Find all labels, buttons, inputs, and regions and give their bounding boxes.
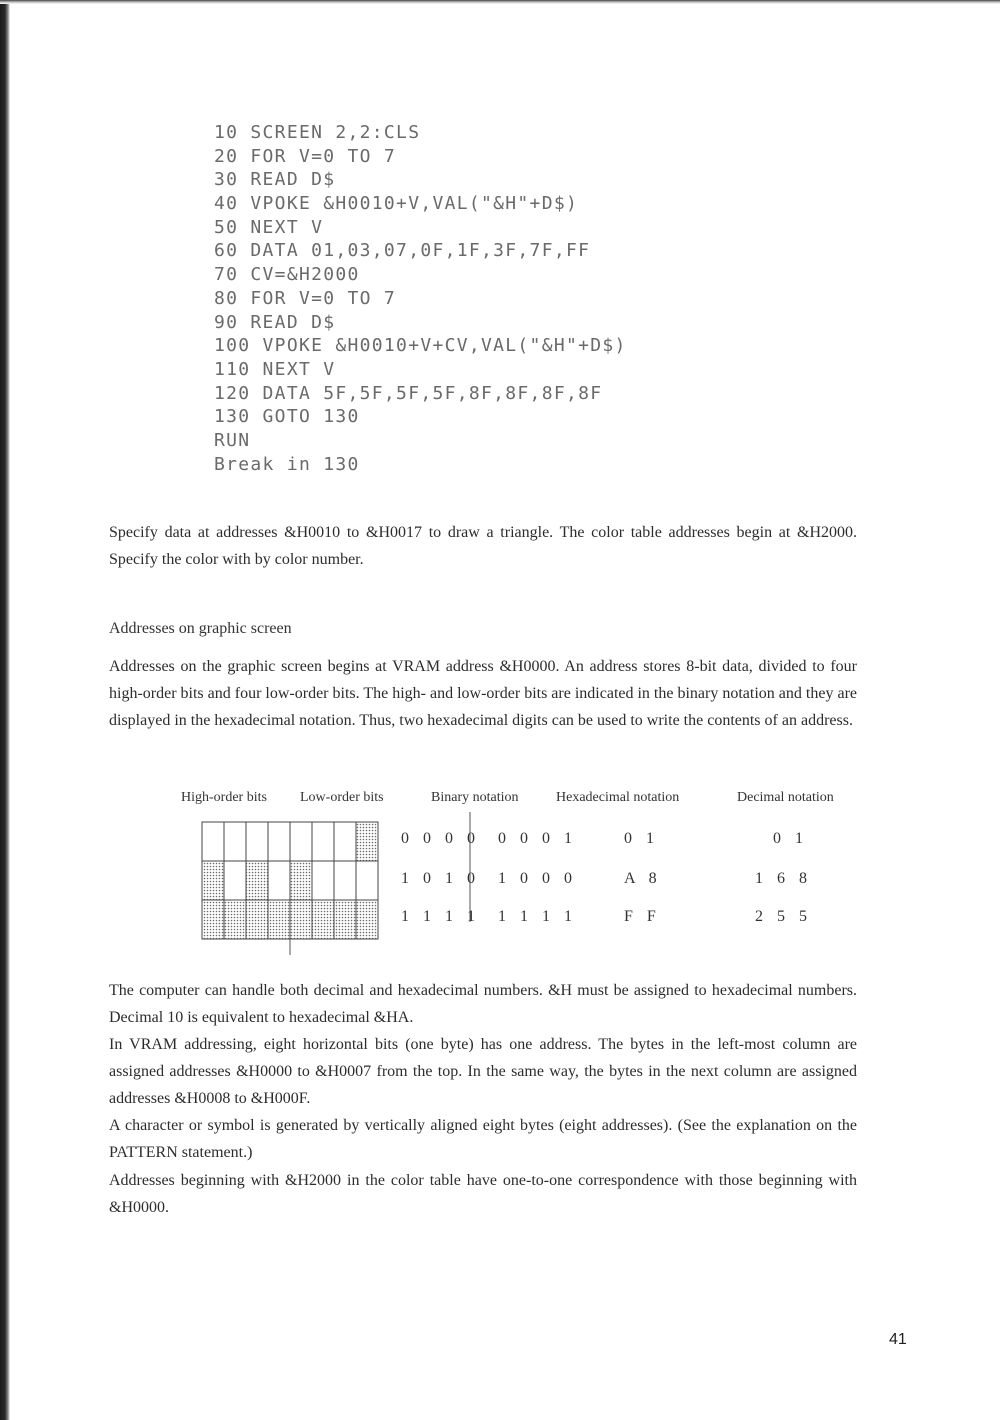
triangle-description: Specify data at addresses &H0010 to &H0017 to draw a triangle. The color table addresses begin at &H2000. Specify the color with by color number. <box>109 524 857 568</box>
bit-cell-off <box>356 861 378 900</box>
bit-cell-off <box>312 822 334 861</box>
bit-cell-on <box>356 822 378 861</box>
low-order-bits-label: Low-order bits <box>300 790 384 805</box>
code-line: 30 READ D$ <box>214 169 336 191</box>
bit-cell-off <box>268 822 290 861</box>
color-table-paragraph: Addresses beginning with &H2000 in the color table have one-to-one correspondence with those beginning with &H0000. <box>109 1172 857 1216</box>
code-line: 10 SCREEN 2,2:CLS <box>214 122 421 143</box>
hexadecimal-notation-label: Hexadecimal notation <box>556 790 680 805</box>
book-spine-shadow <box>0 0 10 1420</box>
bit-cell-on <box>334 900 356 939</box>
bit-cell-on <box>246 900 268 939</box>
bit-cell-off <box>334 822 356 861</box>
bit-cell-on <box>202 900 224 939</box>
section-heading: Addresses on graphic screen <box>109 620 292 637</box>
decimal-notation-label: Decimal notation <box>737 790 834 805</box>
bit-cell-off <box>334 861 356 900</box>
bit-cell-on <box>290 900 312 939</box>
bit-cell-off <box>202 822 224 861</box>
binary-low-2: 1 0 0 0 <box>498 870 577 887</box>
bit-cell-off <box>246 822 268 861</box>
code-line: 20 FOR V=0 TO 7 <box>214 145 397 167</box>
basic-program-listing <box>214 121 627 476</box>
code-line: 100 VPOKE &H0010+V+CV,VAL("&H"+D$) <box>214 335 627 357</box>
page-number: 41 <box>889 1331 907 1348</box>
bit-cell-on <box>246 861 268 900</box>
decimal-value-1: 0 1 <box>773 830 808 847</box>
graphic-address-paragraph: Addresses on the graphic screen begins at VRAM address &H0000. An address stores 8-bit data, divided to four high-order bits and four low-order bits. The high- and low-order bits are indicated in the binary notation and they are displayed in the hexadecimal notation. Thus, two hexadecimal digits can be used to write the contents of an address. <box>109 658 857 729</box>
decimal-value-2: 1 6 8 <box>755 870 812 887</box>
hex-value-2: A 8 <box>624 870 662 887</box>
bit-cell-off <box>268 861 290 900</box>
code-line: 90 READ D$ <box>214 311 336 333</box>
binary-row-3 <box>401 908 577 926</box>
bit-cell-on <box>202 861 224 900</box>
bit-cell-on <box>290 861 312 900</box>
character-pattern-paragraph: A character or symbol is generated by vertically aligned eight bytes (eight addresses). (See the explanation on the PATTERN statement.) <box>109 1117 857 1161</box>
bit-cell-off <box>290 822 312 861</box>
code-line: 60 DATA 01,03,07,0F,1F,3F,7F,FF <box>214 240 591 262</box>
bit-cells <box>202 822 378 939</box>
code-line: 70 CV=&H2000 <box>214 264 360 286</box>
bit-cell-on <box>224 900 246 939</box>
binary-high-2: 1 0 1 0 <box>401 870 480 887</box>
page-top-edge <box>0 0 1000 4</box>
binary-row-2 <box>401 870 577 888</box>
binary-high-3: 1 1 1 1 <box>401 908 480 925</box>
binary-high-1: 0 0 0 0 <box>401 830 480 847</box>
bit-cell-off <box>224 822 246 861</box>
code-line: 110 NEXT V <box>214 358 336 380</box>
code-line: 50 NEXT V <box>214 216 324 238</box>
decimal-value-3: 2 5 5 <box>755 908 812 925</box>
decimal-hex-paragraph: The computer can handle both decimal and hexadecimal numbers. &H must be assigned to hexadecimal numbers. Decimal 10 is equivalent to hexadecimal &HA. <box>109 982 857 1026</box>
bit-cell-on <box>312 900 334 939</box>
vram-addressing-paragraph: In VRAM addressing, eight horizontal bits (one byte) has one address. The bytes in the left-most column are assigned addresses &H0000 to &H0007 from the top. In the same way, the bytes in the next column are assigned addresses &H0008 to &H000F. <box>109 1036 857 1107</box>
hex-value-3: F F <box>624 908 661 925</box>
bit-cell-on <box>356 900 378 939</box>
high-order-bits-label: High-order bits <box>181 790 267 805</box>
bit-cell-off <box>312 861 334 900</box>
code-line: 120 DATA 5F,5F,5F,5F,8F,8F,8F,8F <box>214 382 603 404</box>
bit-cell-off <box>224 861 246 900</box>
code-line: 40 VPOKE &H0010+V,VAL("&H"+D$) <box>214 193 579 215</box>
code-line: 80 FOR V=0 TO 7 <box>214 287 397 309</box>
hex-value-1: 0 1 <box>624 830 659 847</box>
bit-cell-on <box>268 900 290 939</box>
binary-row-1 <box>401 830 577 848</box>
code-line: 130 GOTO 130 <box>214 406 360 428</box>
code-line: RUN <box>214 429 251 451</box>
binary-low-1: 0 0 0 1 <box>498 830 577 847</box>
code-line: Break in 130 <box>214 453 360 475</box>
binary-low-3: 1 1 1 1 <box>498 908 577 925</box>
binary-notation-label: Binary notation <box>431 790 519 805</box>
